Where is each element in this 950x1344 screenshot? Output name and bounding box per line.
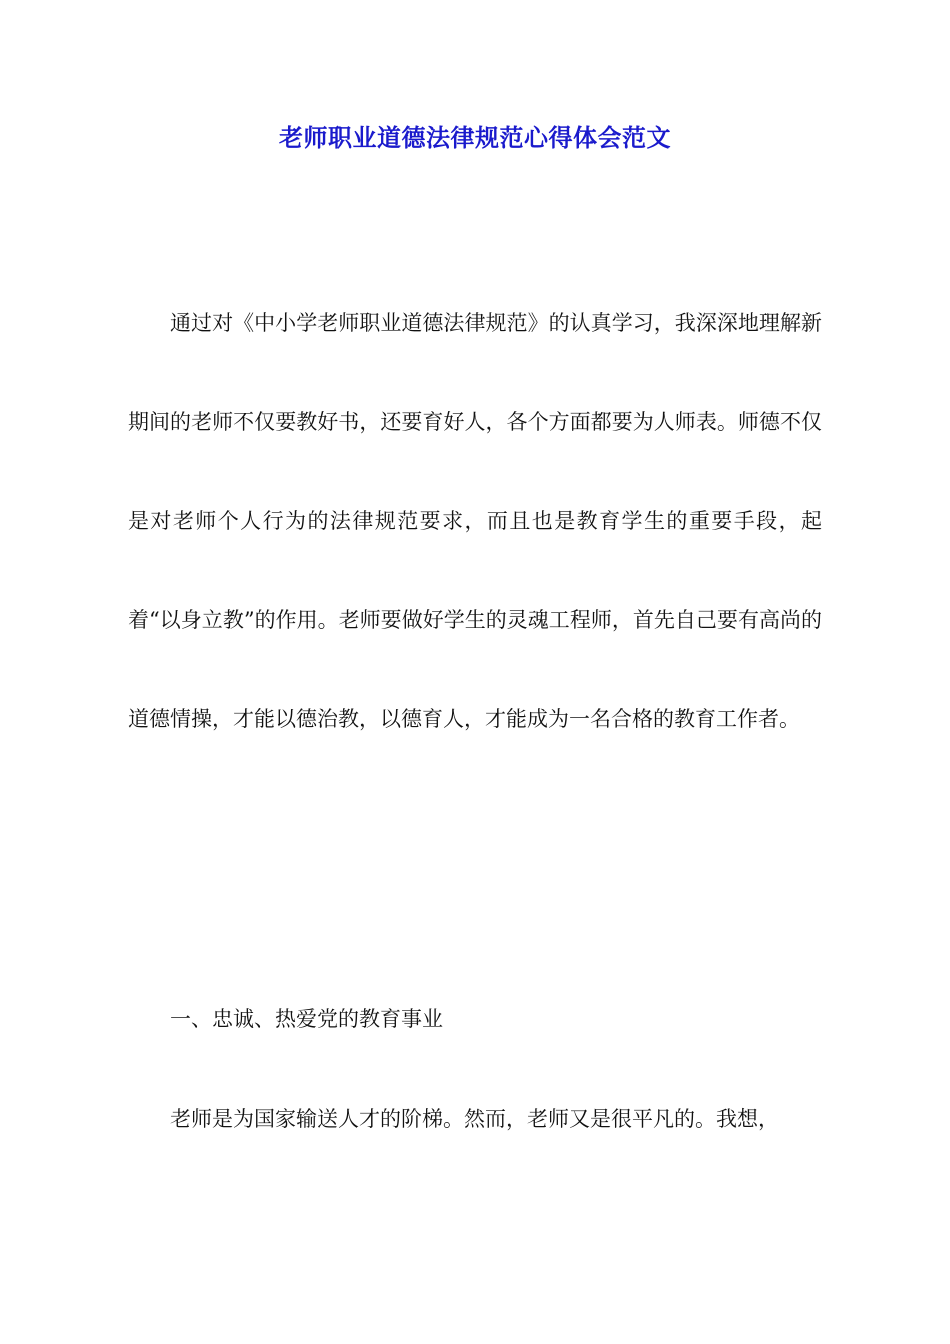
intro-paragraph: 通过对《中小学老师职业道德法律规范》的认真学习，我深深地理解新期间的老师不仅要教好书，还要育好人，各个方面都要为人师表。师德不仅是对老师个人行为的法律规范要求，而且也是教育学生的重要手段，起着“以身立教”的作用。老师要做好学生的灵魂工程师，首先自己要有高尚的道德情操，才能以德治教，以德育人，才能成为一名合格的教育工作者。 — [128, 311, 822, 731]
document-title: 老师职业道德法律规范心得体会范文 — [279, 124, 671, 152]
section-heading: 一、忠诚、热爱党的教育事业 — [170, 1007, 443, 1031]
section-paragraph: 老师是为国家输送人才的阶梯。然而，老师又是很平凡的。我想， — [170, 1107, 779, 1131]
